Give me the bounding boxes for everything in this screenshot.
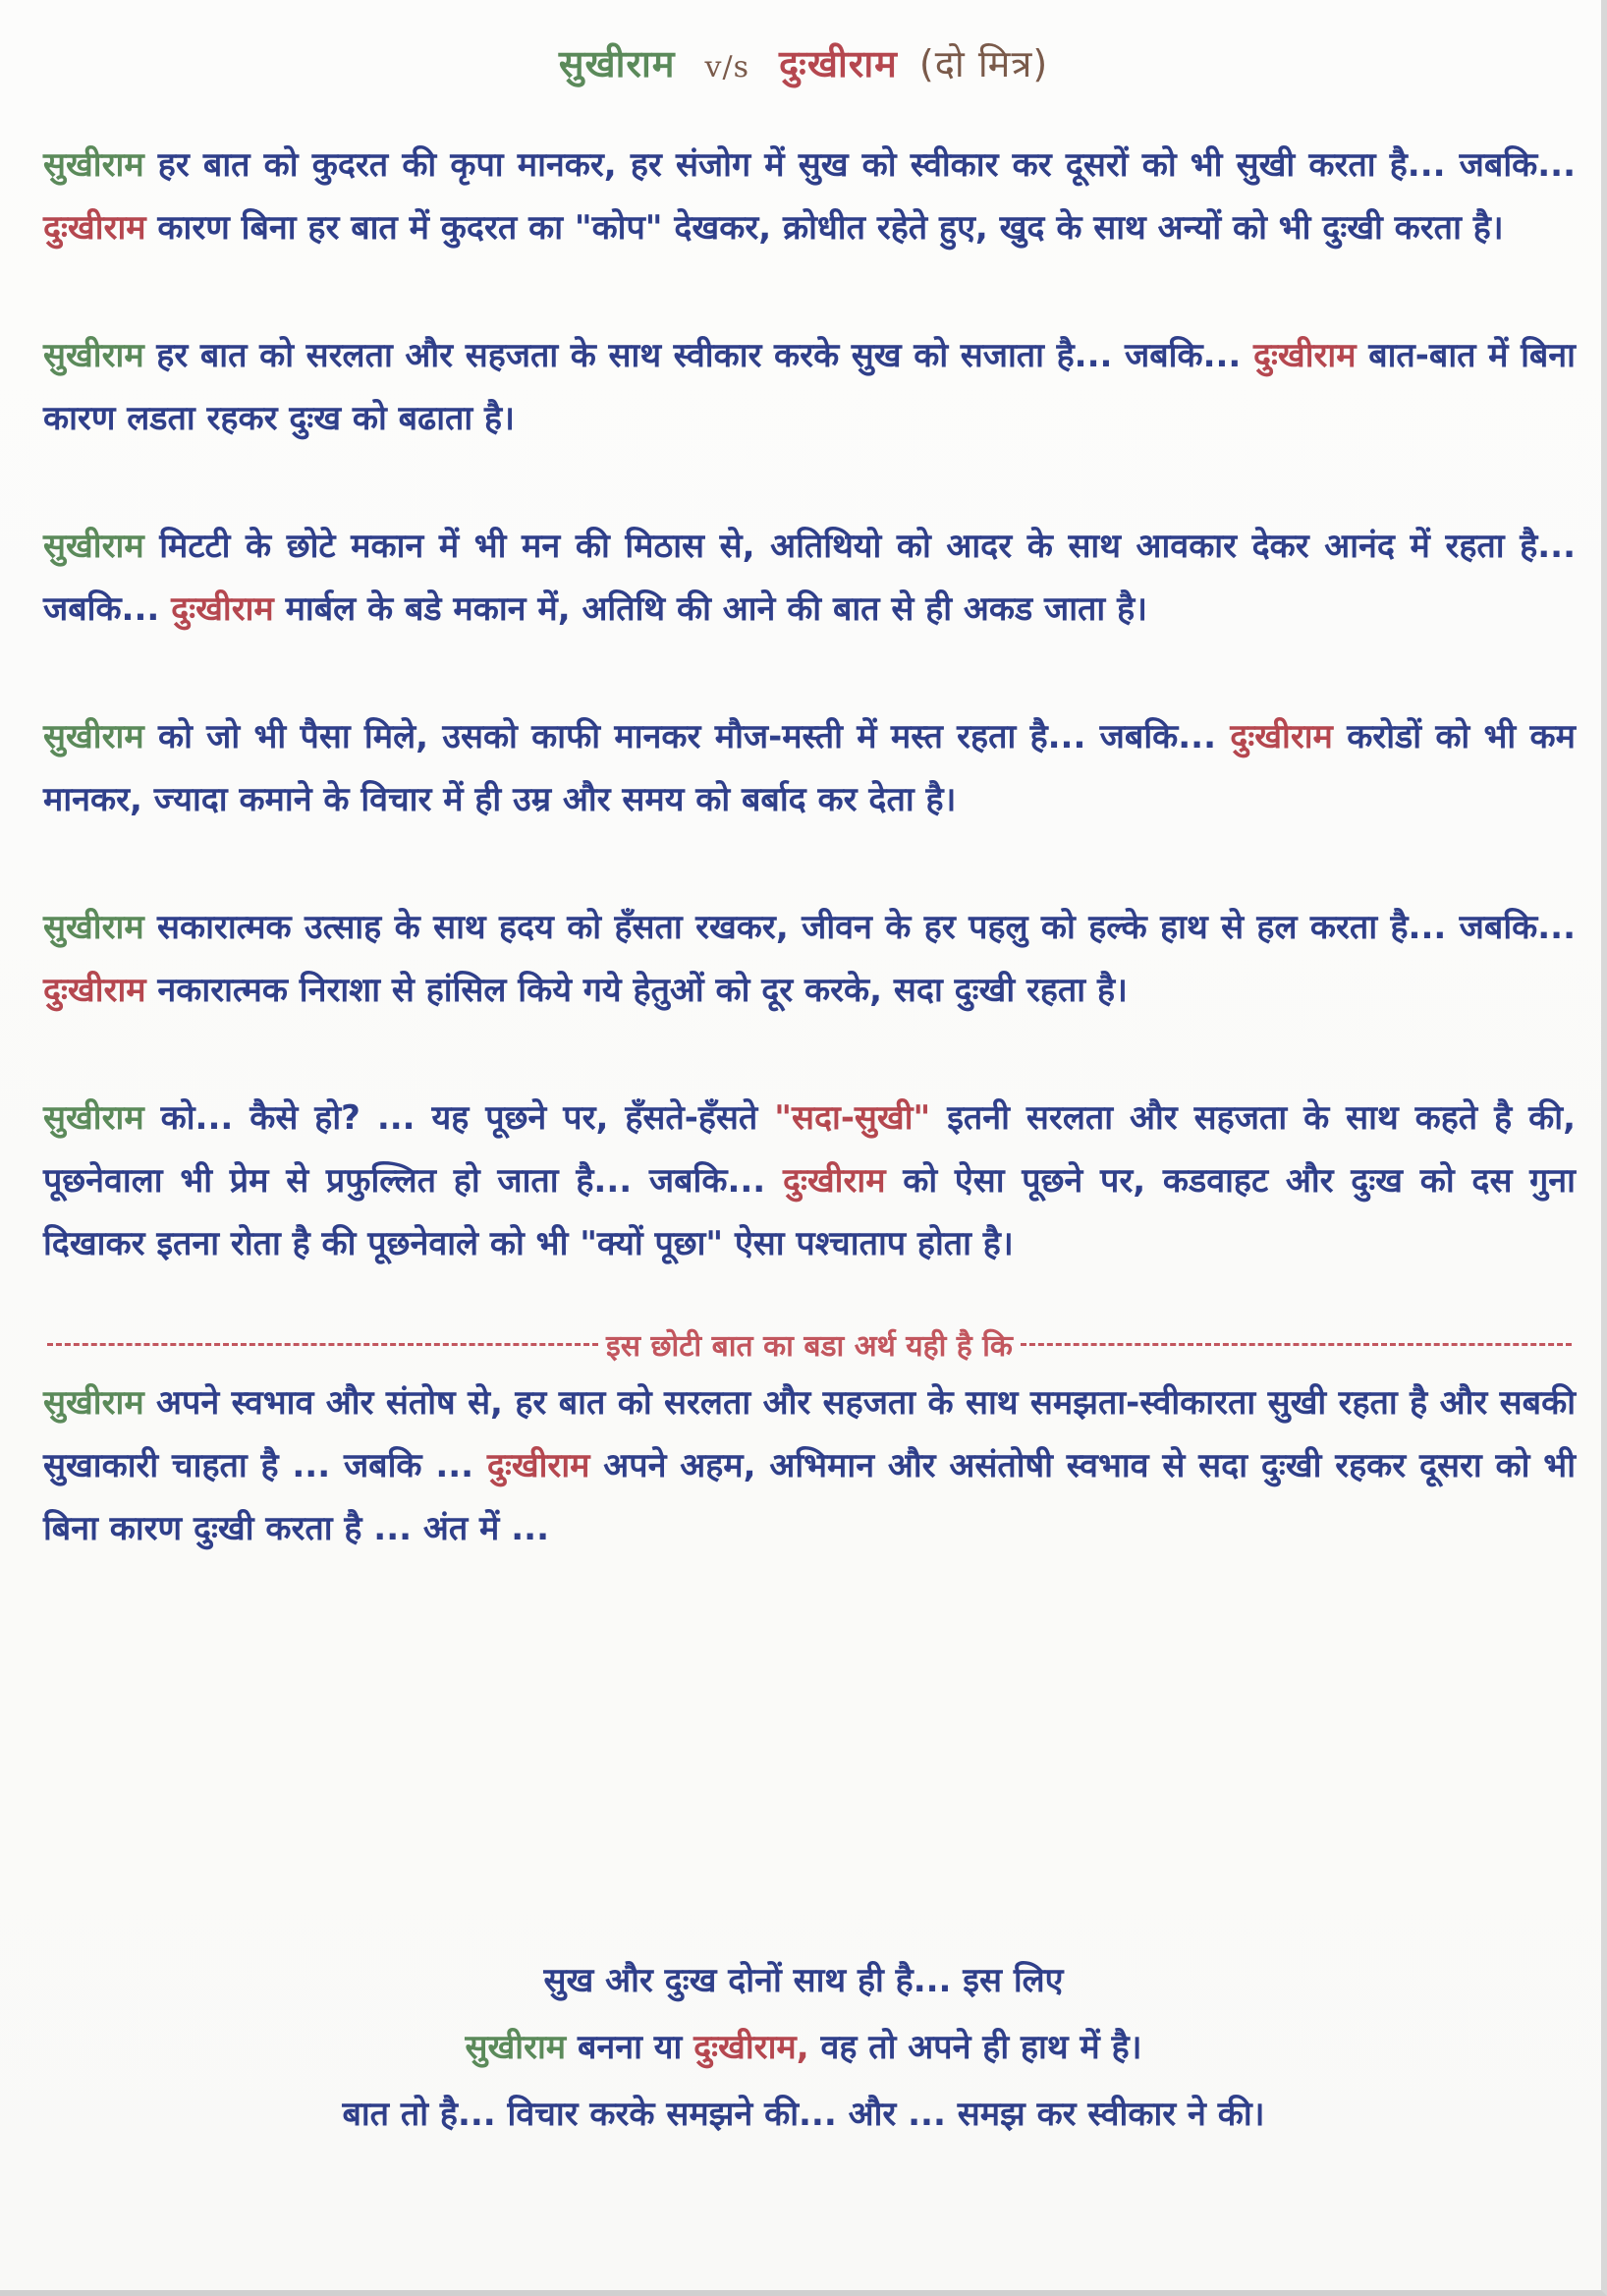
dukhiram-label: दुःखीराम [43,971,146,1010]
paragraph-1 [43,134,1576,259]
title-name-sukhiram: सुखीराम [558,42,676,85]
sukhiram-label: सुखीराम [465,2028,567,2067]
paragraph-6 [43,1087,1576,1275]
dukhiram-label: दुःखीराम [171,589,274,629]
sukhiram-label: सुखीराम [43,1383,144,1423]
paragraph-text: बात-बात में बिना कारण लडता रहकर दुःख को बढाता है। [43,336,1576,438]
paragraph-text: हर बात को कुदरत की कृपा मानकर, हर संजोग में सुख को स्वीकार कर दूसरों को भी सुखी करता है... जबकि... [143,145,1576,185]
divider-line-left [47,1343,598,1346]
sukhiram-label: सुखीराम [43,145,144,185]
closing-line-3: बात तो है... विचार करके समझने की... और ... समझ कर स्वीकार ने की। [342,2095,1265,2134]
divider-line-right [1021,1343,1572,1346]
closing-verse [0,1947,1607,2148]
dukhiram-label: दुःखीराम [782,1161,886,1201]
paragraph-text: को... कैसे हो? ... यह पूछने पर, हँसते-हँसते [143,1098,775,1138]
title-vs: v/s [704,50,749,84]
paragraph-text: करोडों को भी कम मानकर, ज्यादा कमाने के विचार में ही उम्र और समय को बर्बाद कर देता है। [43,717,1576,819]
sukhiram-label: सुखीराम [43,336,144,375]
paragraph-2 [43,324,1576,450]
sukhiram-label: सुखीराम [43,1098,144,1138]
paragraph-text: मिटटी के छोटे मकान में भी मन की मिठास से, अतिथियो को आदर के साथ आवकार देकर आनंद में रहता है... जबकि... [43,527,1576,629]
paragraph-text: को जो भी पैसा मिले, उसको काफी मानकर मौज-मस्ती में मस्त रहता है... जबकि... [143,717,1231,756]
paragraph-text: इतनी सरलता और सहजता के साथ कहते है की, पूछनेवाला भी प्रेम से प्रफुल्लित हो जाता है... जबकि... [43,1098,1576,1201]
paragraph-text: सकारात्मक उत्साह के साथ हदय को हँसता रखकर, जीवन के हर पहलु को हल्के हाथ से हल करता है... जबकि... [143,908,1576,947]
paragraph-text: हर बात को सरलता और सहजता के साथ स्वीकार करके सुख को सजाता है... जबकि... [143,336,1253,375]
paragraph-text: कारण बिना हर बात में कुदरत का "कोप" देखकर, क्रोधीत रहेते हुए, खुद के साथ अन्यों को भी दुःखी करता है। [145,208,1504,248]
paragraph-3 [43,515,1576,641]
paragraph-text: मार्बल के बडे मकान में, अतिथि की आने की बात से ही अकड जाता है। [273,589,1148,629]
dukhiram-label: दुःखीराम [1252,336,1357,375]
paragraph-4 [43,705,1576,831]
paragraph-5 [43,896,1576,1022]
dukhiram-label: दुःखीराम [1230,717,1333,756]
dukhiram-label: दुःखीराम [43,208,146,248]
sukhiram-label: सुखीराम [43,527,144,566]
section-divider [43,1316,1576,1372]
closing-text: बनना या [566,2028,694,2067]
closing-line-2 [0,2014,1607,2081]
paragraph-text: अपने स्वभाव और संतोष से, हर बात को सरलता और सहजता के साथ समझता-स्वीकारता सुखी रहता है और सबकी सुखाकारी चाहता है ... जबकि ... [43,1383,1576,1485]
paragraph-text: को ऐसा पूछने पर, कडवाहट और दुःख को दस गुना दिखाकर इतना रोता है की पूछनेवाले को भी "क्यों पूछा" ऐसा पश्चाताप होता है। [43,1161,1576,1263]
document-body [43,134,1576,1625]
sukhiram-label: सुखीराम [43,908,144,947]
page-title [0,37,1607,88]
paragraph-text: अपने अहम, अभिमान और असंतोषी स्वभाव से सदा दुःखी रहकर दूसरा को भी बिना कारण दुःखी करता है ... अंत में ... [43,1446,1577,1548]
paragraph-text: नकारात्मक निराशा से हांसिल किये गये हेतुओं को दूर करके, सदा दुःखी रहता है। [145,971,1128,1010]
title-subtitle: (दो मित्र) [918,42,1049,85]
dukhiram-label: दुःखीराम, [693,2028,809,2067]
sukhiram-label: सुखीराम [43,717,144,756]
closing-text: वह तो अपने ही हाथ में है। [808,2028,1142,2067]
divider-text: इस छोटी बात का बडा अर्थ यही है कि [606,1328,1013,1364]
closing-line-1: सुख और दुःख दोनों साथ ही है... इस लिए [543,1961,1064,2000]
conclusion-paragraph [43,1372,1576,1560]
title-name-dukhiram: दुःखीराम [779,42,898,85]
dukhiram-label: दुःखीराम [486,1446,590,1485]
quote-sada-sukhi: "सदा-सुखी" [774,1098,931,1138]
